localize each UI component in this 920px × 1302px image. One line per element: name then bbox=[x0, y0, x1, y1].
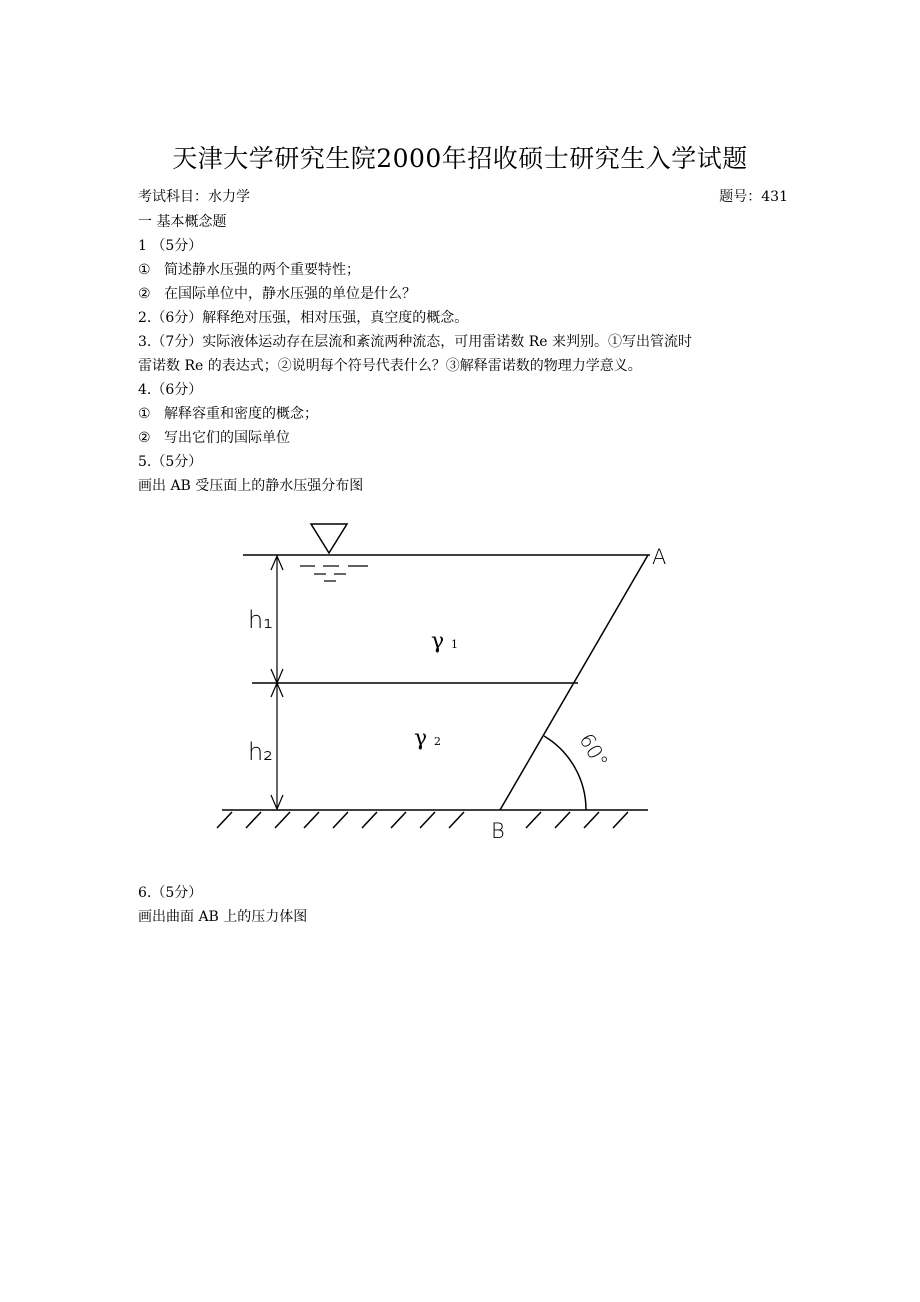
q2-text: 2.（6分）解释绝对压强，相对压强，真空度的概念。 bbox=[138, 310, 469, 326]
questions-section-continued bbox=[138, 881, 788, 929]
q6-label: 6.（5分） bbox=[138, 885, 203, 901]
h1-label: h₁ bbox=[248, 606, 273, 634]
point-a-label: A bbox=[652, 545, 667, 569]
ground-hatching bbox=[217, 812, 628, 828]
page-title: 天津大学研究生院2000年招收硕士研究生入学试题 bbox=[172, 144, 748, 173]
q5-label: 5.（5分） bbox=[138, 454, 203, 470]
q4-item-1-marker: ① bbox=[138, 406, 151, 422]
exam-subject: 考试科目：水力学 bbox=[138, 189, 250, 205]
q4-item-2-text: 写出它们的国际单位 bbox=[164, 430, 290, 446]
q1-item-1-text: 简述静水压强的两个重要特性； bbox=[164, 262, 360, 278]
gamma1-label: γ bbox=[431, 629, 445, 654]
q1-label: 1 （5分） bbox=[138, 238, 203, 254]
point-b-label: B bbox=[491, 819, 505, 843]
gamma2-subscript: 2 bbox=[434, 735, 441, 748]
q4-item-1-text: 解释容重和密度的概念； bbox=[164, 406, 318, 422]
gamma2-label: γ bbox=[414, 726, 428, 751]
q1-item-2-marker: ② bbox=[138, 286, 151, 302]
q6-text: 画出曲面 AB 上的压力体图 bbox=[138, 909, 308, 925]
q4-label: 4.（6分） bbox=[138, 382, 203, 398]
q1-item-2-text: 在国际单位中，静水压强的单位是什么？ bbox=[164, 286, 416, 302]
q5-text: 画出 AB 受压面上的静水压强分布图 bbox=[138, 478, 364, 494]
gamma1-subscript: 1 bbox=[451, 638, 458, 651]
q3-line-2: 雷诺数 Re 的表达式；②说明每个符号代表什么？③解释雷诺数的物理力学意义。 bbox=[138, 358, 642, 374]
free-surface-triangle-icon bbox=[311, 524, 347, 553]
angle-label: 60° bbox=[574, 729, 614, 772]
q3-line-1: 3.（7分）实际液体运动存在层流和紊流两种流态，可用雷诺数 Re 来判别。①写出管流时 bbox=[138, 334, 692, 350]
h2-label: h₂ bbox=[248, 738, 273, 766]
q1-item-1-marker: ① bbox=[138, 262, 151, 278]
section-heading: 一 基本概念题 bbox=[138, 214, 227, 230]
q4-item-2-marker: ② bbox=[138, 430, 151, 446]
exam-number: 题号：431 bbox=[719, 189, 788, 205]
